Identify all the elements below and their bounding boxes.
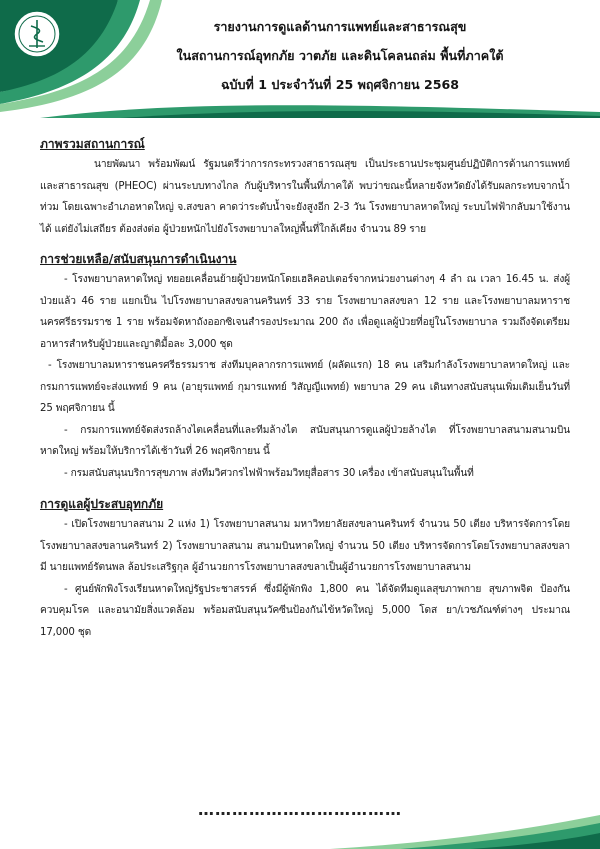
- closing-dotted-line: ………………………………: [198, 800, 402, 819]
- section-overview-heading: ภาพรวมสถานการณ์: [40, 137, 145, 151]
- footer-decorative-band: [0, 809, 600, 849]
- overview-paragraph: นายพัฒนา พร้อมพัฒน์ รัฐมนตรีว่าการกระทรวงสาธารณสุข เป็นประธานประชุมศูนย์ปฏิบัติการด้านการแพทย์และสาธารณสุข (PHEOC) ผ่านระบบทางไกล กับผู้บริหารในพื้นที่ภาคใต้ พบว่าขณะนี้หลายจังหวัดยังได้รับผลกระทบจากน้ำท่วม โดยเฉพาะอำเภอหาดใหญ่ จ.สงขลา คาดว่าระดับน้ำจะยังสูงอีก 2-3 วัน โรงพยาบาลหาดใหญ่ ระบบไฟฟ้ากลับมาใช้งานได้ แต่ยังไม่เสถียร ต้องส่งต่อ ผู้ป่วยหนักไปยังโรงพยาบาลใหญ่พื้นที่ใกล้เคียง จำนวน 89 ราย: [40, 159, 570, 235]
- support-item-2: - โรงพยาบาลมหาราชนครศรีธรรมราช ส่งทีมบุคลากรการแพทย์ (ผลัดแรก) 18 คน เสริมกำลังโรงพยาบาลหาดใหญ่ และ กรมการแพทย์จะส่งแพทย์ 9 คน (อายุรแพทย์ กุมารแพทย์ วิสัญญีแพทย์) พยาบาล 29 คน เดินทางสนับสนุนเพิ่มเติมเย็นวันที่ 25 พฤศจิกายน นี้: [40, 360, 570, 414]
- care-item-2: - ศูนย์พักพิงโรงเรียนหาดใหญ่รัฐประชาสรรค์ ซึ่งมีผู้พักพิง 1,800 คน ได้จัดทีมดูแลสุขภาพกาย สุขภาพจิต ป้องกันควบคุมโรค และอนามัยสิ่งแวดล้อม พร้อมสนับสนุนวัคซีนป้องกันไข้หวัดใหญ่ 5,000 โดส ยา/เวชภัณฑ์ต่างๆ ประมาณ 17,000 ชุด: [40, 583, 570, 638]
- support-item-3: - กรมการแพทย์จัดส่งรถล้างไตเคลื่อนที่และทีมล้างไต สนับสนุนการดูแลผู้ป่วยล้างไต ที่โรงพยาบาลสนามสนามบินหาดใหญ่ พร้อมให้บริการได้เช้าวันที่ 26 พฤศจิกายน นี้: [40, 424, 570, 457]
- title-line-1: รายงานการดูแลด้านการแพทย์และสาธารณสุข: [213, 19, 467, 34]
- care-item-1: - เปิดโรงพยาบาลสนาม 2 แห่ง 1) โรงพยาบาลสนาม มหาวิทยาลัยสงขลานครินทร์ จำนวน 50 เตียง บริหารจัดการโดย โรงพยาบาลสงขลานครินทร์ 2) โรงพยาบาลสนาม สนามบินหาดใหญ่ จำนวน 50 เตียง บริหารจัดการโดยโรงพยาบาลสงขลา มี นายแพทย์รัตนพล ล้อประเสริฐกุล ผู้อำนวยการโรงพยาบาลสงขลาเป็นผู้อำนวยการโรงพยาบาลสนาม: [40, 519, 570, 573]
- ministry-logo: [13, 10, 61, 58]
- section-support-heading: การช่วยเหลือ/สนับสนุนการดำเนินงาน: [40, 252, 237, 266]
- section-care-heading: การดูแลผู้ประสบอุทกภัย: [40, 497, 164, 511]
- support-item-4: - กรมสนับสนุนบริการสุขภาพ ส่งทีมวิศวกรไฟฟ้าพร้อมวิทยุสื่อสาร 30 เครื่อง เข้าสนับสนุนในพื้นที่: [64, 467, 474, 479]
- title-line-2: ในสถานการณ์อุทกภัย วาตภัย และดินโคลนถล่ม พื้นที่ภาคใต้: [176, 48, 504, 63]
- support-item-1: - โรงพยาบาลหาดใหญ่ ทยอยเคลื่อนย้ายผู้ป่วยหนักโดยเฮลิคอปเตอร์จากหน่วยงานต่างๆ 4 ลำ ณ เวลา 16.45 น. ส่งผู้ป่วยแล้ว 46 ราย แยกเป็น ไปโรงพยาบาลสงขลานครินทร์ 33 ราย โรงพยาบาลสงขลา 12 ราย และโรงพยาบาลมหาราชนครศรีธรรมราช 1 ราย พร้อมจัดหาถังออกซิเจนสำรองประมาณ 200 ถัง เพื่อดูแลผู้ป่วยที่อยู่ในโรงพยาบาล รวมถึงจัดเตรียมอาหารสำหรับผู้ป่วยและญาติมื้อละ 3,000 ชุด: [40, 274, 570, 350]
- title-line-3: ฉบับที่ 1 ประจำวันที่ 25 พฤศจิกายน 2568: [220, 77, 460, 92]
- report-body: [40, 134, 570, 643]
- report-title: [110, 12, 570, 99]
- document-header: [0, 0, 600, 118]
